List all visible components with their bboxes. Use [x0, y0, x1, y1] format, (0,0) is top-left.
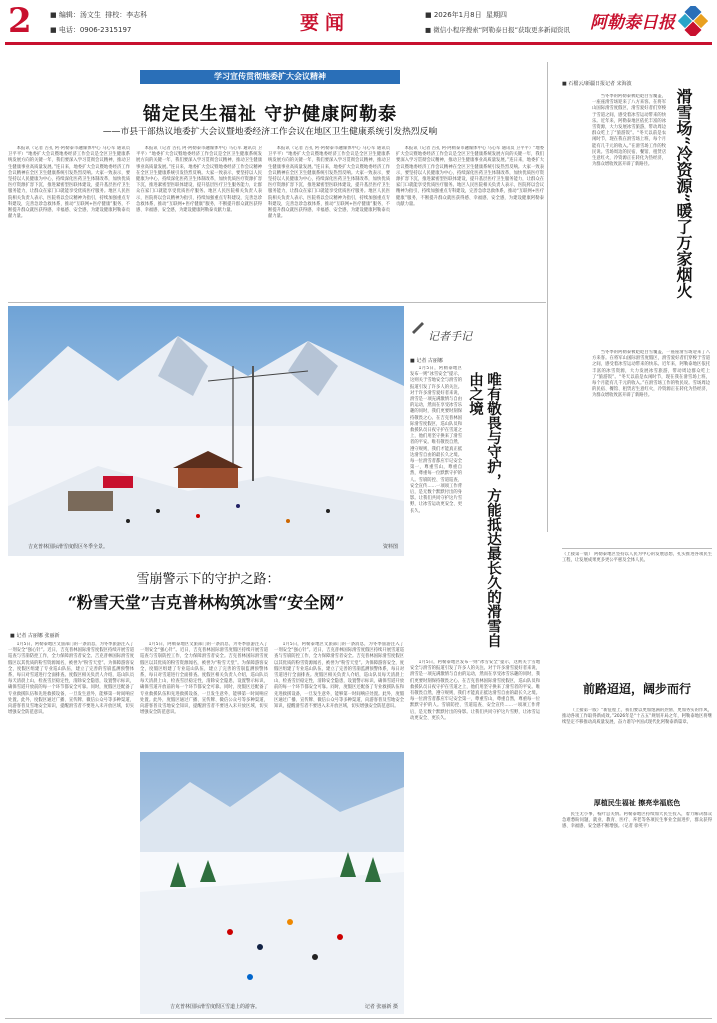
main-subhead: ——市县干部热议地委扩大会议暨地委经济工作会议在地区卫生健康系统引发热烈反响 — [102, 127, 438, 137]
reporter-note-label: 记者手记 — [428, 330, 472, 343]
page-header — [0, 0, 717, 44]
page-bottom-rule — [5, 1018, 712, 1019]
main-article-col-2 — [136, 146, 262, 296]
reporter-note-byline: ■ 记者 古丽娜 — [410, 358, 443, 364]
ski-photo-caption: 吉克普林国际滑雪度假区冬季全景。 — [28, 544, 109, 550]
ski-article-byline: ■ 记者 古丽娜 张丽新 — [10, 633, 60, 639]
date-label: 2026年1月8日 — [433, 11, 482, 19]
main-article-col-4 — [396, 146, 544, 296]
right-article-col-1 — [592, 94, 666, 344]
right-article-body-2: 当冬季的阿勒泰被皑皑白雪覆盖，一座座滑雪场迎来了八方来客。在将军山国际滑雪度假区，滑雪爱好者们穿梭于雪道之间，感受着冰雪运动带来的快乐。近年来，阿勒泰地区依托丰富的冰雪资源，大力发展冰雪旅游，带动周边群众吃上了“旅游饭”。“冬天以前是农闲时节，现在我在滑雪场上班，每个月能有几千元的收入。”在滑雪场工作的牧民说。雪场周边的民宿、餐馆、租赁店生意红火，冷资源正在转化为热经济，为群众增收致富开辟了新路径。 — [592, 350, 710, 399]
header-rule — [5, 42, 712, 45]
ski-article-body-2: 1月5日，阿勒泰地区文旅部门的一条消息，为冬季旅游注入了一剂安全“强心针”。近日，吉克普林国际滑雪度假区持续开展雪道巡查与雪崩防控工作，全力保障滑雪者安全。吉克普林国际滑雪度假区以其优质的粉雪资源闻名，被誉为“粉雪天堂”。为保障游客安全，度假区组建了专业巡山队伍，建立了完善的雪崩监测预警体系，每日对雪道进行全面排查。度假区相关负责人介绍，巡山队员每天清晨上山，检查雪层稳定性，清除安全隐患，设置警示标识，确保雪道开放前的每一个环节都安全可靠。同时，度假区还配备了专业救援队伍和先进救援设备，一旦发生意外，能够第一时间响应处置。此外，度假区通过广播、宣传牌、微信公众号等多种渠道，向游客普及雪地安全知识，提醒滑雪者不要进入未开放区域，切实增强安全防范意识。 — [140, 642, 268, 716]
wechat-tip: ■ 微信小程序搜索“阿勒泰日报”获取更多新闻资讯 — [425, 26, 570, 34]
right-article-byline-text: 石榴云/新疆日报记者 宋海波 — [568, 81, 632, 87]
paper-emblem-icon — [678, 6, 708, 36]
right-article-byline: ■ 石榴云/新疆日报记者 宋海波 — [562, 81, 632, 87]
ski-article-body: 1月5日，阿勒泰地区文旅部门的一条消息，为冬季旅游注入了一剂安全“强心针”。近日，吉克普林国际滑雪度假区持续开展雪道巡查与雪崩防控工作，全力保障滑雪者安全。吉克普林国际滑雪度假区以其优质的粉雪资源闻名，被誉为“粉雪天堂”。为保障游客安全，度假区组建了专业巡山队伍，建立了完善的雪崩监测预警体系，每日对雪道进行全面排查。度假区相关负责人介绍，巡山队员每天清晨上山，检查雪层稳定性，清除安全隐患，设置警示标识，确保雪道开放前的每一个环节都安全可靠。同时，度假区还配备了专业救援队伍和先进救援设备，一旦发生意外，能够第一时间响应处置。此外，度假区通过广播、宣传牌、微信公众号等多种渠道，向游客普及雪地安全知识，提醒滑雪者不要进入未开放区域，切实增强安全防范意识。 — [8, 642, 134, 716]
divider-main — [8, 302, 546, 303]
ski-article-kicker: 雪崩警示下的守护之路： — [136, 572, 280, 587]
bottom-right-text-1: 阿勒泰地区坚持以人民为中心的发展思想，扎实推进各项民生工程，让发展成果更多更公平惠及全体人民。 — [562, 552, 712, 564]
reporter-note-col-1 — [410, 366, 462, 576]
reporter-note-body-2: 1月5日，阿勒泰地区发布一则“冰雪安全”提示，这则关于雪地安全与滑雪的报道引发了许多人的关注。对于许多滑雪爱好者来说，滑雪是一项充满激情与自由的运动，然而在享受冰雪乐趣的同时，我们更要时刻保持敬畏之心。在吉克普林国际滑雪度假区，巡山队员和救援队员日夜守护在雪道之上，他们用坚守换来了滑雪者的平安。唯有敬畏自然、遵守规则，我们才能真正抵达滑雪自由的最长久之境。每一位滑雪者都应牢记安全第一，尊重雪山，尊重自然，尊重每一位默默守护的人。雪崩防控、雪道巡查、安全宣传……一项项工作背后，是无数个默默付出的身影。让我们共同守护这片雪野，让冰雪运动更安全、更长久。 — [410, 660, 540, 721]
main-article-body: 本报讯（记者 古孔 阿·阿勒泰市融媒体中心 马心军 通讯员 卫平平）“地委扩大会议暨地委经济工作会议是全区卫生健康系统发展方向的关键一年，我们要深入学习贯彻会议精神，推动卫生健康事业高质量发展。”连日来，地委扩大会议暨地委经济工作会议精神在全区卫生健康系统引发热烈反响。大家一致表示，要坚持以人民健康为中心，持续深化医药卫生体制改革，加快优质医疗资源扩容下沉，推进紧密型医联体建设，提升基层医疗卫生服务能力，让群众在家门口就能享受优质医疗服务。地区人民医院相关负责人表示，医院将以会议精神为指引，持续加强重点专科建设，完善急诊急救体系，推动“互联网+医疗健康”服务，不断提升群众就医获得感、幸福感、安全感，为建设健康阿勒泰贡献力量。 — [8, 146, 130, 220]
bottom-right-label: （上接第一版） — [562, 552, 593, 557]
editor-info: ■ 编辑：汤文生 排校：李志科 — [50, 11, 148, 19]
main-article-col-3 — [268, 146, 390, 296]
ski-article-body-3: 1月5日，阿勒泰地区文旅部门的一条消息，为冬季旅游注入了一剂安全“强心针”。近日，吉克普林国际滑雪度假区持续开展雪道巡查与雪崩防控工作，全力保障滑雪者安全。吉克普林国际滑雪度假区以其优质的粉雪资源闻名，被誉为“粉雪天堂”。为保障游客安全，度假区组建了专业巡山队伍，建立了完善的雪崩监测预警体系，每日对雪道进行全面排查。度假区相关负责人介绍，巡山队员每天清晨上山，检查雪层稳定性，清除安全隐患，设置警示标识，确保雪道开放前的每一个环节都安全可靠。同时，度假区还配备了专业救援队伍和先进救援设备，一旦发生意外，能够第一时间响应处置。此外，度假区通过广播、宣传牌、微信公众号等多种渠道，向游客普及雪地安全知识，提醒滑雪者不要进入未开放区域，切实增强安全防范意识。 — [274, 642, 404, 710]
bottom-right-subhead: 厚植民生福祉 擦亮幸福底色 — [593, 799, 681, 807]
main-article-body-3: 本报讯（记者 古孔 阿·阿勒泰市融媒体中心 马心军 通讯员 卫平平）“地委扩大会议暨地委经济工作会议是全区卫生健康系统发展方向的关键一年，我们要深入学习贯彻会议精神，推动卫生健康事业高质量发展。”连日来，地委扩大会议暨地委经济工作会议精神在全区卫生健康系统引发热烈反响。大家一致表示，要坚持以人民健康为中心，持续深化医药卫生体制改革，加快优质医疗资源扩容下沉，推进紧密型医联体建设，提升基层医疗卫生服务能力，让群众在家门口就能享受优质医疗服务。地区人民医院相关负责人表示，医院将以会议精神为指引，持续加强重点专科建设，完善急诊急救体系，推动“互联网+医疗健康”服务，不断提升群众就医获得感、幸福感、安全感，为建设健康阿勒泰贡献力量。 — [268, 146, 390, 220]
weekday-label: 星期四 — [486, 11, 508, 19]
skiers-photo-caption: 吉克普林国际滑雪度假区雪道上的游客。 — [170, 1004, 261, 1010]
wechat-tip-text: 微信小程序搜索“阿勒泰日报”获取更多新闻资讯 — [433, 26, 570, 34]
skiers-photo-credit: 记者 张丽新 摄 — [364, 1004, 398, 1010]
bottom-right-text-2-box — [562, 708, 712, 790]
main-article-col-1 — [8, 146, 130, 296]
proofreader-label: 排校：李志科 — [105, 11, 148, 19]
phone-label: 电话：0906-2315197 — [58, 26, 132, 34]
bottom-right-intro — [562, 552, 712, 656]
page-number: 2 — [8, 1, 32, 41]
phone-info: ■ 电话：0906-2315197 — [50, 26, 132, 34]
right-article-headline: 滑雪场“冷资源”暖了万家烟火 — [674, 88, 693, 299]
bottom-right-headline: 前路迢迢，阔步而行 — [582, 682, 691, 696]
reporter-note-headline: 唯有敬畏与守护，方能抵达最长久的滑雪自由之境 — [467, 372, 502, 648]
ski-resort-photo — [8, 306, 404, 556]
ski-article-col-2 — [140, 642, 268, 746]
paper-name-logo: 阿勒泰日报 — [590, 13, 675, 33]
bottom-right-text-2: （上接第一版）“新征程上，我们要以更加饱满的热情、更加务实的作风，推动各项工作取得新成效。”2026年是“十五五”规划开局之年，阿勒泰地区将继续坚定不移推动高质量发展，奋力谱写中国式现代化阿勒泰新篇章。 — [562, 708, 712, 726]
reporter-note-body: 1月5日，阿勒泰地区发布一则“冰雪安全”提示，这则关于雪地安全与滑雪的报道引发了许多人的关注。对于许多滑雪爱好者来说，滑雪是一项充满激情与自由的运动，然而在享受冰雪乐趣的同时，我们更要时刻保持敬畏之心。在吉克普林国际滑雪度假区，巡山队员和救援队员日夜守护在雪道之上，他们用坚守换来了滑雪者的平安。唯有敬畏自然、遵守规则，我们才能真正抵达滑雪自由的最长久之境。每一位滑雪者都应牢记安全第一，尊重雪山，尊重自然，尊重每一位默默守护的人。雪崩防控、雪道巡查、安全宣传……一项项工作背后，是无数个默默付出的身影。让我们共同守护这片雪野，让冰雪运动更安全、更长久。 — [410, 366, 462, 514]
section-title: 要闻 — [300, 12, 351, 34]
reporter-note-col-2 — [410, 660, 540, 1010]
right-article-body: 当冬季的阿勒泰被皑皑白雪覆盖，一座座滑雪场迎来了八方来客。在将军山国际滑雪度假区，滑雪爱好者们穿梭于雪道之间，感受着冰雪运动带来的快乐。近年来，阿勒泰地区依托丰富的冰雪资源，大力发展冰雪旅游，带动周边群众吃上了“旅游饭”。“冬天以前是农闲时节，现在我在滑雪场上班，每个月能有几千元的收入。”在滑雪场工作的牧民说。雪场周边的民宿、餐馆、租赁店生意红火，冷资源正在转化为热经济，为群众增收致富开辟了新路径。 — [592, 94, 666, 168]
right-article-col-2 — [592, 350, 710, 532]
bottom-right-text-3: 民生无小事，枝叶总关情。阿勒泰地区持续加大民生投入，着力解决群众急难愁盼问题，就业、教育、医疗、养老等各项民生事业全面进步，群众获得感、幸福感、安全感不断增强。（记者 徐英平） — [562, 812, 712, 830]
ski-resort-illustration — [8, 306, 404, 556]
ski-article-col-1 — [8, 642, 134, 1012]
ski-article-byline-text: 记者 古丽娜 张丽新 — [16, 633, 60, 639]
reporter-note-byline-text: 记者 古丽娜 — [416, 358, 443, 364]
main-article-body-4: 本报讯（记者 古孔 阿·阿勒泰市融媒体中心 马心军 通讯员 卫平平）“地委扩大会议暨地委经济工作会议是全区卫生健康系统发展方向的关键一年，我们要深入学习贯彻会议精神，推动卫生健康事业高质量发展。”连日来，地委扩大会议暨地委经济工作会议精神在全区卫生健康系统引发热烈反响。大家一致表示，要坚持以人民健康为中心，持续深化医药卫生体制改革，加快优质医疗资源扩容下沉，推进紧密型医联体建设，提升基层医疗卫生服务能力，让群众在家门口就能享受优质医疗服务。地区人民医院相关负责人表示，医院将以会议精神为指引，持续加强重点专科建设，完善急诊急救体系，推动“互联网+医疗健康”服务，不断提升群众就医获得感、幸福感、安全感，为建设健康阿勒泰贡献力量。 — [396, 146, 544, 207]
ski-article-headline: “粉雪天堂”吉克普林构筑冰雪“安全网” — [67, 593, 345, 612]
pen-icon — [410, 318, 426, 334]
skiers-illustration — [140, 752, 404, 1014]
topic-banner — [140, 70, 400, 84]
date-info: ■ 2026年1月8日 星期四 — [425, 11, 508, 19]
right-column-divider — [547, 62, 548, 532]
skiers-photo — [140, 752, 404, 1014]
main-headline: 锚定民生福祉 守护健康阿勒泰 — [142, 104, 398, 125]
ski-photo-credit: 资料图 — [382, 544, 398, 550]
ski-article-col-3 — [274, 642, 404, 746]
bottom-right-text-3-box — [562, 812, 712, 1012]
editor-label: 编辑：汤文生 — [58, 11, 101, 19]
divider-right — [562, 548, 712, 549]
topic-banner-text: 学习宣传贯彻地委扩大会议精神 — [214, 72, 326, 81]
main-article-body-2: 本报讯（记者 古孔 阿·阿勒泰市融媒体中心 马心军 通讯员 卫平平）“地委扩大会议暨地委经济工作会议是全区卫生健康系统发展方向的关键一年，我们要深入学习贯彻会议精神，推动卫生健康事业高质量发展。”连日来，地委扩大会议暨地委经济工作会议精神在全区卫生健康系统引发热烈反响。大家一致表示，要坚持以人民健康为中心，持续深化医药卫生体制改革，加快优质医疗资源扩容下沉，推进紧密型医联体建设，提升基层医疗卫生服务能力，让群众在家门口就能享受优质医疗服务。地区人民医院相关负责人表示，医院将以会议精神为指引，持续加强重点专科建设，完善急诊急救体系，推动“互联网+医疗健康”服务，不断提升群众就医获得感、幸福感、安全感，为建设健康阿勒泰贡献力量。 — [136, 146, 262, 214]
